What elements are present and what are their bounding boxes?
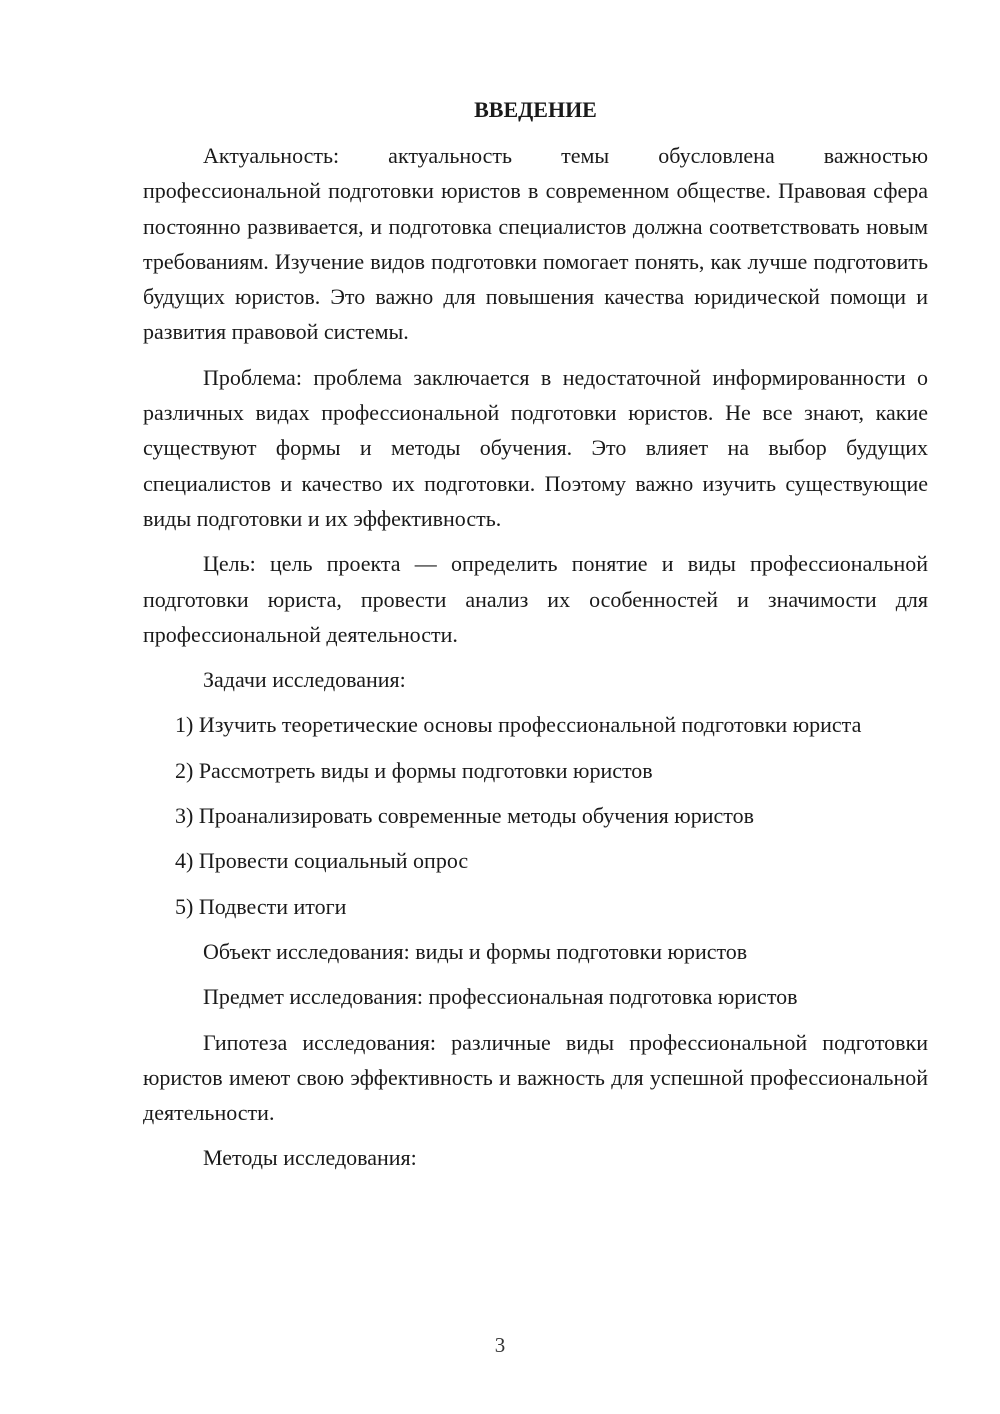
- task-item-2: 2) Рассмотреть виды и формы подготовки юристов: [175, 757, 653, 783]
- hypothesis-paragraph: Гипотеза исследования: различные виды профессиональной подготовки юристов имеют свою эффективность и важность для успешной профессиональной деятельности.: [143, 1029, 928, 1126]
- relevance-paragraph: Актуальность: актуальность темы обусловлена важностью профессиональной подготовки юристов в современном обществе. Правовая сфера постоянно развивается, и подготовка специалистов должна соответствовать новым требованиям. Изучение видов подготовки помогает понять, как лучше подготовить будущих юристов. Это важно для повышения качества юридической помощи и развития правовой системы.: [143, 143, 928, 345]
- task-item-1: 1) Изучить теоретические основы профессиональной подготовки юриста: [175, 712, 862, 738]
- page-number: 3: [494, 1333, 506, 1357]
- task-item-5: 5) Подвести итоги: [175, 893, 347, 919]
- goal-paragraph: Цель: цель проекта — определить понятие и виды профессиональной подготовки юриста, провести анализ их особенностей и значимости для профессиональной деятельности.: [143, 551, 928, 647]
- subject-paragraph: Предмет исследования: профессиональная подготовка юристов: [203, 984, 798, 1010]
- object-paragraph: Объект исследования: виды и формы подготовки юристов: [203, 938, 748, 964]
- problem-paragraph: Проблема: проблема заключается в недостаточной информированности о различных видах профессиональной подготовки юристов. Не все знают, какие существуют формы и методы обучения. Это влияет на выбор будущих специалистов и качество их подготовки. Поэтому важно изучить существующие виды подготовки и их эффективность.: [143, 364, 928, 531]
- tasks-title: Задачи исследования:: [203, 667, 406, 693]
- methods-title: Методы исследования:: [203, 1145, 417, 1171]
- task-item-3: 3) Проанализировать современные методы обучения юристов: [175, 803, 754, 829]
- section-heading: ВВЕДЕНИЕ: [474, 97, 597, 122]
- task-item-4: 4) Провести социальный опрос: [175, 848, 469, 874]
- document-page: [143, 95, 928, 1176]
